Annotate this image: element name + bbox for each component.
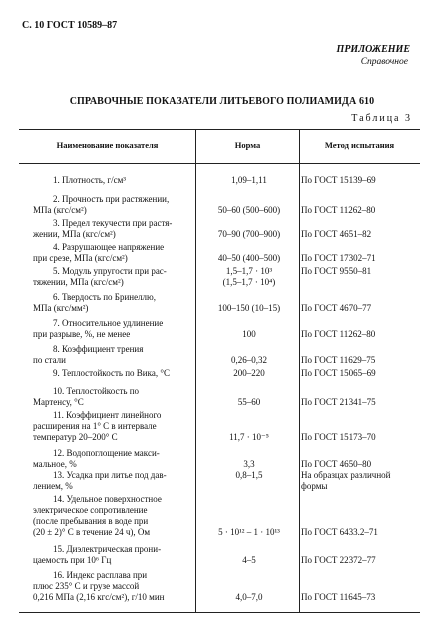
norm-value <box>199 205 299 216</box>
norm-value-line: 0,8–1,5 <box>235 470 263 480</box>
test-method-line: По ГОСТ 22372–77 <box>301 555 376 565</box>
parameter-name <box>33 470 198 492</box>
test-method-line: По ГОСТ 15139–69 <box>301 175 376 185</box>
parameter-name-line: 6. Твердость по Бринеллю, <box>53 292 157 302</box>
parameter-name-line: электрическое сопротивление <box>33 505 148 515</box>
test-method-line: На образцах различной <box>301 470 391 480</box>
test-method-line: По ГОСТ 4651–82 <box>301 229 372 239</box>
test-method <box>301 368 419 379</box>
norm-value-line: 100–150 (10–15) <box>217 303 281 313</box>
test-method <box>301 266 419 277</box>
parameter-name-line: при срезе, МПа (кгс/см²) <box>33 253 128 263</box>
parameter-name <box>33 386 198 408</box>
norm-value-line: 40–50 (400–500) <box>217 253 281 263</box>
norm-value <box>199 470 299 481</box>
norm-value-line: 200–220 <box>233 368 265 378</box>
norm-value-line: 50–60 (500–600) <box>217 205 281 215</box>
page-header: С. 10 ГОСТ 10589–87 <box>22 20 118 31</box>
parameter-name <box>33 570 198 603</box>
parameter-name-line: 8. Коэффициент трения <box>53 344 144 354</box>
test-method <box>301 229 419 240</box>
norm-value-line: 3,3 <box>243 459 255 469</box>
appendix-title: ПРИЛОЖЕНИЕ <box>336 44 410 55</box>
test-method <box>301 592 419 603</box>
norm-value-line: 70–90 (700–900) <box>217 229 281 239</box>
column-header-method: Метод испытания <box>324 140 395 150</box>
test-method <box>301 355 419 366</box>
test-method <box>301 175 419 186</box>
test-method <box>301 205 419 216</box>
test-method-line: По ГОСТ 11645–73 <box>301 592 376 602</box>
norm-value-line: 11,7 · 10⁻⁵ <box>229 432 269 442</box>
test-method-line: По ГОСТ 15065–69 <box>301 368 376 378</box>
norm-value <box>199 527 299 538</box>
parameter-name <box>33 544 198 566</box>
parameter-name-line: по стали <box>33 355 66 365</box>
norm-value-line: 100 <box>242 329 256 339</box>
parameter-name-line: 4. Разрушающее напряжение <box>53 242 165 252</box>
test-method <box>301 303 419 314</box>
test-method-line: По ГОСТ 6433.2–71 <box>301 527 378 537</box>
table-label: Таблица 3 <box>351 113 412 124</box>
parameter-name-line: 15. Диэлектрическая прони- <box>53 544 162 554</box>
parameter-name-line: жении, МПа (кгс/см²) <box>33 229 116 239</box>
document-title: СПРАВОЧНЫЕ ПОКАЗАТЕЛИ ЛИТЬЕВОГО ПОЛИАМИДА 610 <box>69 96 375 107</box>
parameter-name-line: 1. Плотность, г/см³ <box>53 175 126 185</box>
test-method <box>301 555 419 566</box>
parameter-name-line: 12. Водопоглощение макси- <box>53 448 160 458</box>
table-header-border <box>19 163 420 164</box>
test-method-line: формы <box>301 481 328 491</box>
parameter-name <box>33 344 198 366</box>
test-method-line: По ГОСТ 17302–71 <box>301 253 376 263</box>
parameter-name <box>33 494 198 538</box>
parameter-name-line: 0,216 МПа (2,16 кгс/см²), г/10 мин <box>33 592 165 602</box>
test-method <box>301 459 419 470</box>
norm-value <box>199 432 299 443</box>
parameter-name-line: плюс 235° С и грузе массой <box>33 581 140 591</box>
table-bottom-border <box>19 612 420 613</box>
test-method-line: По ГОСТ 4650–80 <box>301 459 372 469</box>
parameter-name-line: МПа (кгс/см²) <box>33 205 87 215</box>
parameter-name-line: 10. Теплостойкость по <box>53 386 140 396</box>
test-method-line: По ГОСТ 9550–81 <box>301 266 372 276</box>
parameter-name-line: мальное, % <box>33 459 77 469</box>
test-method-line: По ГОСТ 11629–75 <box>301 355 376 365</box>
test-method-line: По ГОСТ 11262–80 <box>301 329 376 339</box>
parameter-name <box>33 266 198 288</box>
norm-value <box>199 329 299 340</box>
parameter-name-line: МПа (кгс/мм²) <box>33 303 89 313</box>
norm-value <box>199 592 299 603</box>
test-method-line: По ГОСТ 11262–80 <box>301 205 376 215</box>
parameter-name <box>33 368 198 379</box>
norm-value <box>199 459 299 470</box>
parameter-name-line: 9. Теплостойкость по Вика, °С <box>53 368 170 378</box>
test-method-line: По ГОСТ 15173–70 <box>301 432 376 442</box>
parameter-name-line: лением, % <box>33 481 73 491</box>
parameter-name-line: Мартенсу, °С <box>33 397 84 407</box>
norm-value <box>199 355 299 366</box>
norm-value-line: 55–60 <box>237 397 261 407</box>
test-method <box>301 470 419 492</box>
parameter-name <box>33 218 198 240</box>
parameter-name <box>33 318 198 340</box>
norm-value-line: 4–5 <box>242 555 256 565</box>
norm-value <box>199 266 299 288</box>
parameter-name-line: 13. Усадка при литье под дав- <box>53 470 167 480</box>
parameter-name-line: расширения на 1° С в интервале <box>33 421 157 431</box>
parameter-name <box>33 194 198 216</box>
parameter-name <box>33 410 198 443</box>
parameter-name-line: 5. Модуль упругости при рас- <box>53 266 167 276</box>
norm-value-line: 1,09–1,11 <box>231 175 267 185</box>
parameter-name-line: 11. Коэффициент линейного <box>53 410 162 420</box>
test-method-line: По ГОСТ 21341–75 <box>301 397 376 407</box>
column-header-norm: Норма <box>234 140 261 150</box>
column-divider-2 <box>299 129 300 613</box>
appendix-subtitle: Справочное <box>360 57 408 67</box>
parameter-name-line: 16. Индекс расплава при <box>53 570 148 580</box>
parameter-name-line: тяжении, МПа (кгс/см²) <box>33 277 124 287</box>
norm-value <box>199 253 299 264</box>
norm-value-line: 5 · 10¹² – 1 · 10¹³ <box>218 527 280 537</box>
parameter-name <box>33 242 198 264</box>
parameter-name <box>33 448 198 470</box>
test-method-line: По ГОСТ 4670–77 <box>301 303 372 313</box>
test-method <box>301 527 419 538</box>
parameter-name-line: 7. Относительное удлинение <box>53 318 164 328</box>
column-header-name: Наименование показателя <box>56 140 159 150</box>
parameter-name-line: (20 ± 2)° С в течение 24 ч), Ом <box>33 527 151 537</box>
parameter-name-line: 14. Удельное поверхностное <box>53 494 162 504</box>
norm-value-line: 0,26–0,32 <box>231 355 267 365</box>
test-method <box>301 397 419 408</box>
test-method <box>301 329 419 340</box>
norm-value <box>199 397 299 408</box>
norm-value-line: 4,0–7,0 <box>235 592 263 602</box>
norm-value <box>199 303 299 314</box>
norm-value <box>199 368 299 379</box>
test-method <box>301 253 419 264</box>
test-method <box>301 432 419 443</box>
norm-value-line: (1,5–1,7 · 10⁴) <box>222 277 276 287</box>
parameter-name-line: цаемость при 10⁶ Гц <box>33 555 112 565</box>
parameter-name-line: 3. Предел текучести при растя- <box>53 218 173 228</box>
norm-value <box>199 229 299 240</box>
parameter-name-line: температур 20–200° С <box>33 432 118 442</box>
parameter-name <box>33 292 198 314</box>
norm-value <box>199 175 299 186</box>
table-top-border <box>19 129 420 130</box>
norm-value <box>199 555 299 566</box>
parameter-name-line: (после пребывания в воде при <box>33 516 149 526</box>
parameter-name-line: при разрыве, %, не менее <box>33 329 131 339</box>
parameter-name-line: 2. Прочность при растяжении, <box>53 194 170 204</box>
norm-value-line: 1,5–1,7 · 10³ <box>225 266 273 276</box>
parameter-name <box>33 175 198 186</box>
